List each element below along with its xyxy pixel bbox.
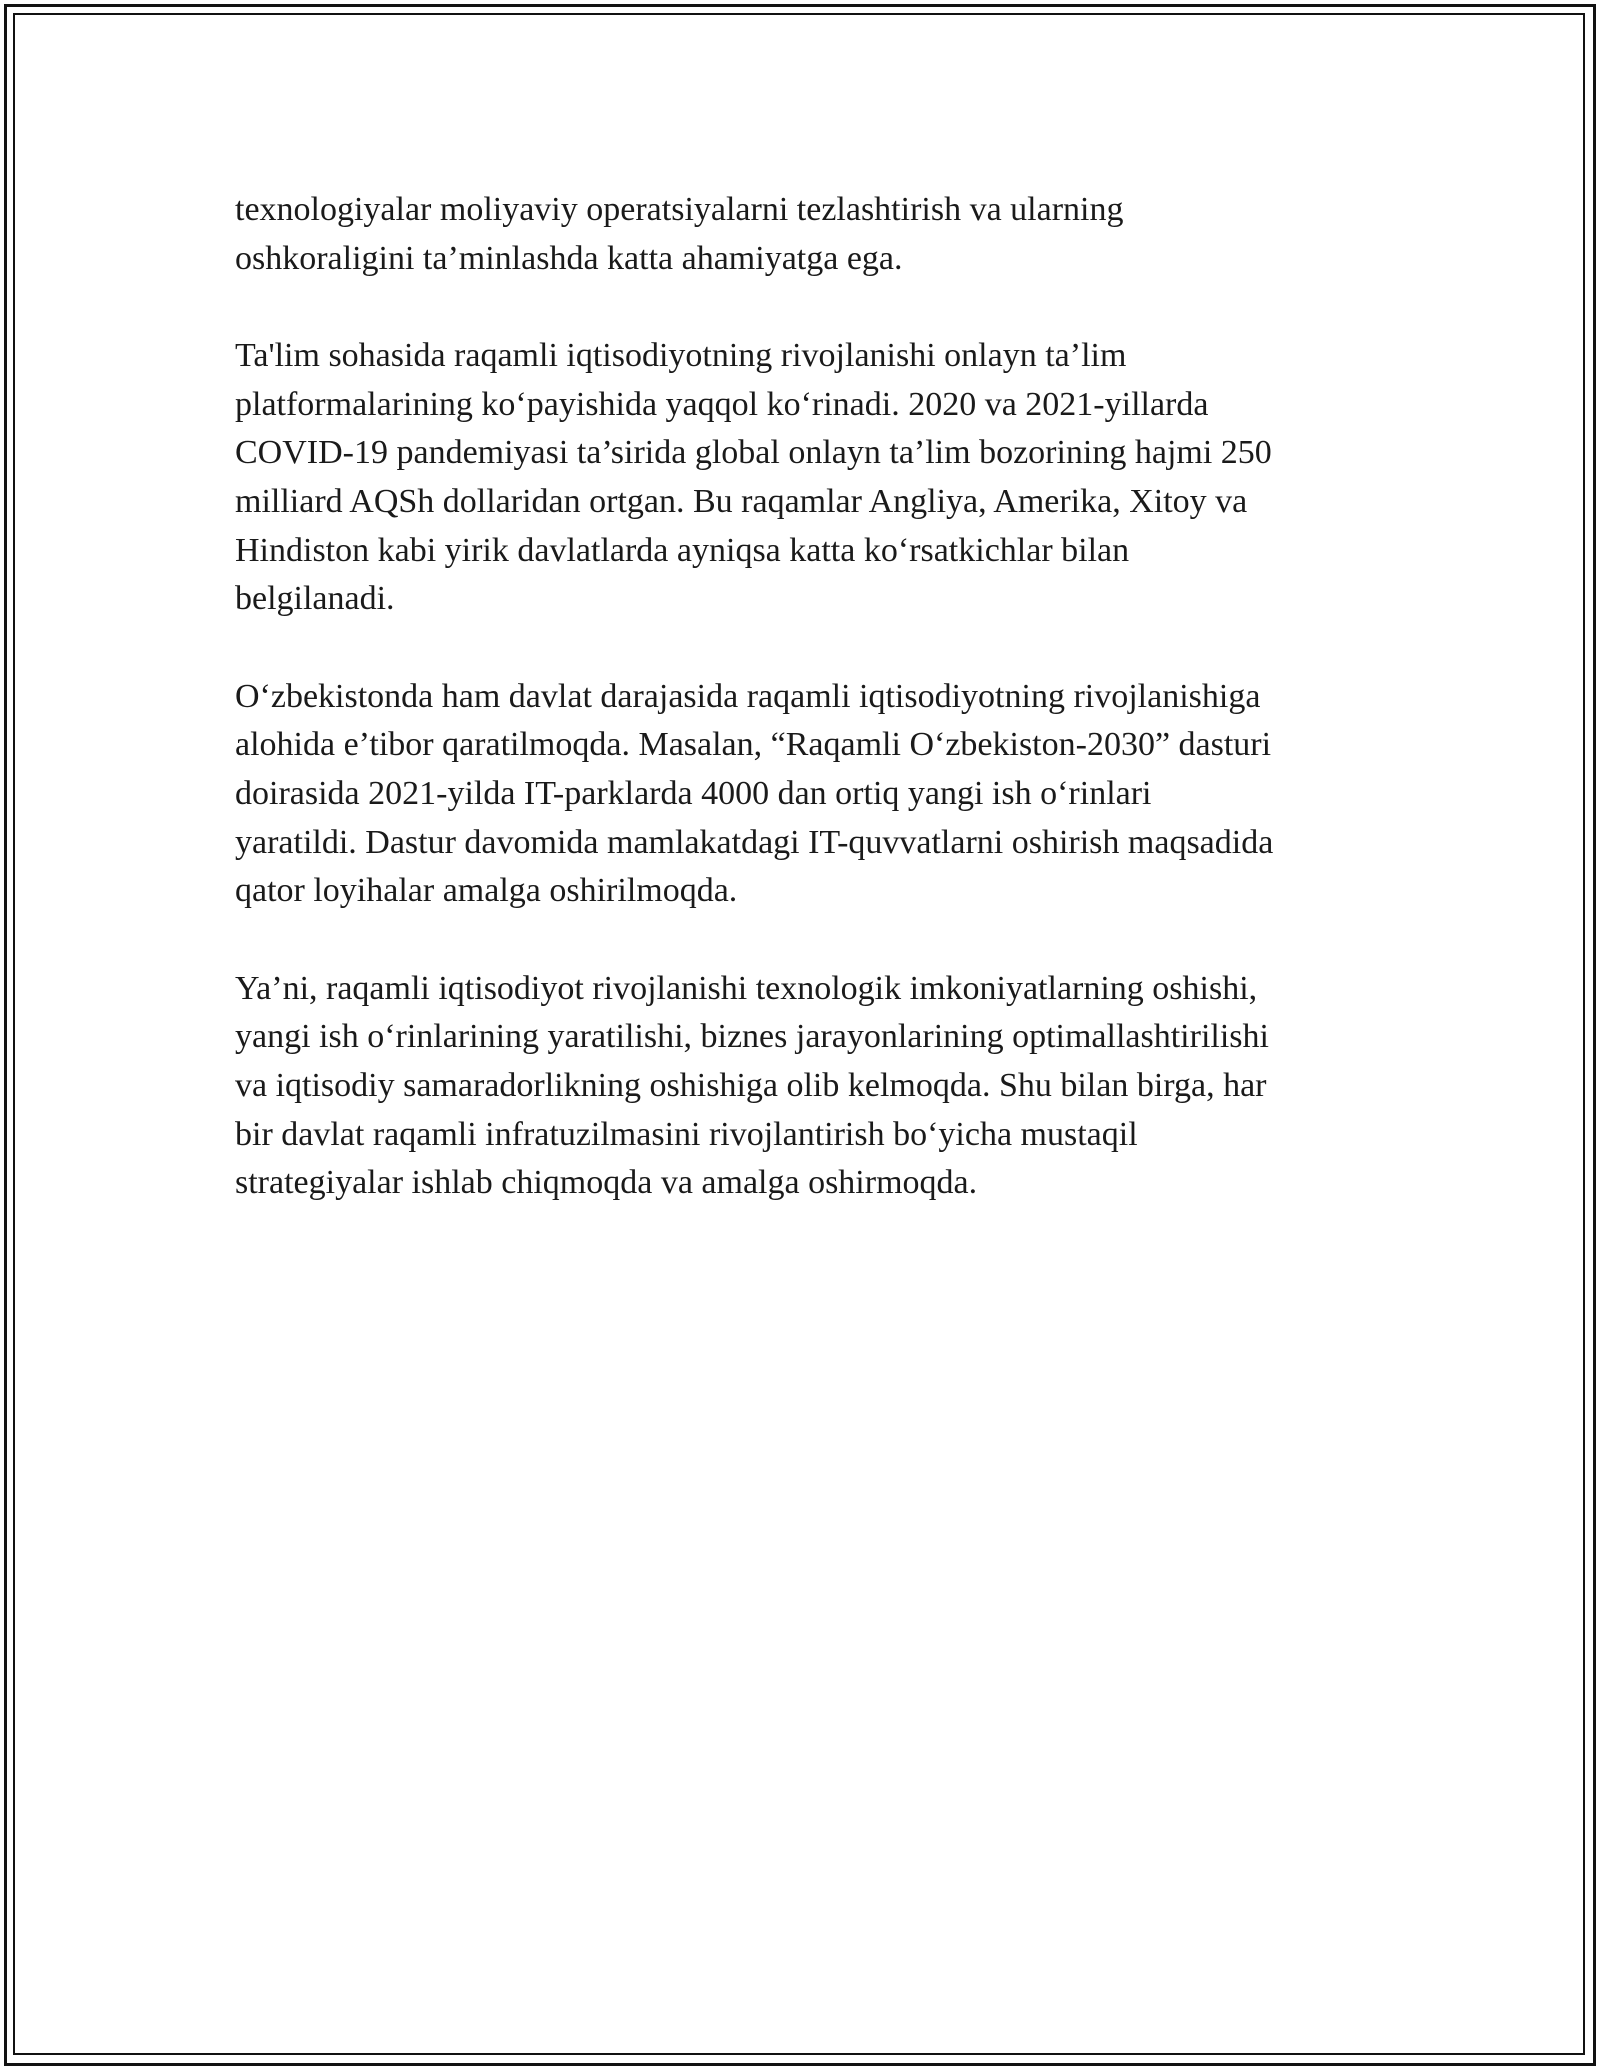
paragraph-fintech-continuation: texnologiyalar moliyaviy operatsiyalarni tezlashtirish va ularning oshkoraligini ta’minlashda katta ahamiyatga ega. [235,191,1124,277]
document-body [235,186,1375,1257]
paragraph-conclusion: Ya’ni, raqamli iqtisodiyot rivojlanishi texnologik imkoniyatlarning oshishi, yangi ish oʻrinlarining yaratilishi, biznes jarayonlarining optimallashtirilishi va iqtisodiy samaradorlikning oshishiga olib kelmoqda. Shu bilan birga, har bir davlat raqamli infratuzilmasini rivojlantirish boʻyicha mustaqil strategiyalar ishlab chiqmoqda va amalga oshirmoqda. [235,969,1269,1202]
paragraph-online-education: Ta'lim sohasida raqamli iqtisodiyotning rivojlanishi onlayn ta’lim platformalarining koʻpayishida yaqqol koʻrinadi. 2020 va 2021-yillarda COVID-19 pandemiyasi ta’sirida global onlayn ta’lim bozorining hajmi 250 milliard AQSh dollaridan ortgan. Bu raqamlar Angliya, Amerika, Xitoy va Hindiston kabi yirik davlatlarda ayniqsa katta koʻrsatkichlar bilan belgilanadi. [235,337,1272,618]
paragraph-uzbekistan-digital: Oʻzbekistonda ham davlat darajasida raqamli iqtisodiyotning rivojlanishiga alohida e’tibor qaratilmoqda. Masalan, “Raqamli Oʻzbekiston-2030” dasturi doirasida 2021-yilda IT-parklarda 4000 dan ortiq yangi ish oʻrinlari yaratildi. Dastur davomida mamlakatdagi IT-quvvatlarni oshirish maqsadida qator loyihalar amalga oshirilmoqda. [235,677,1274,910]
